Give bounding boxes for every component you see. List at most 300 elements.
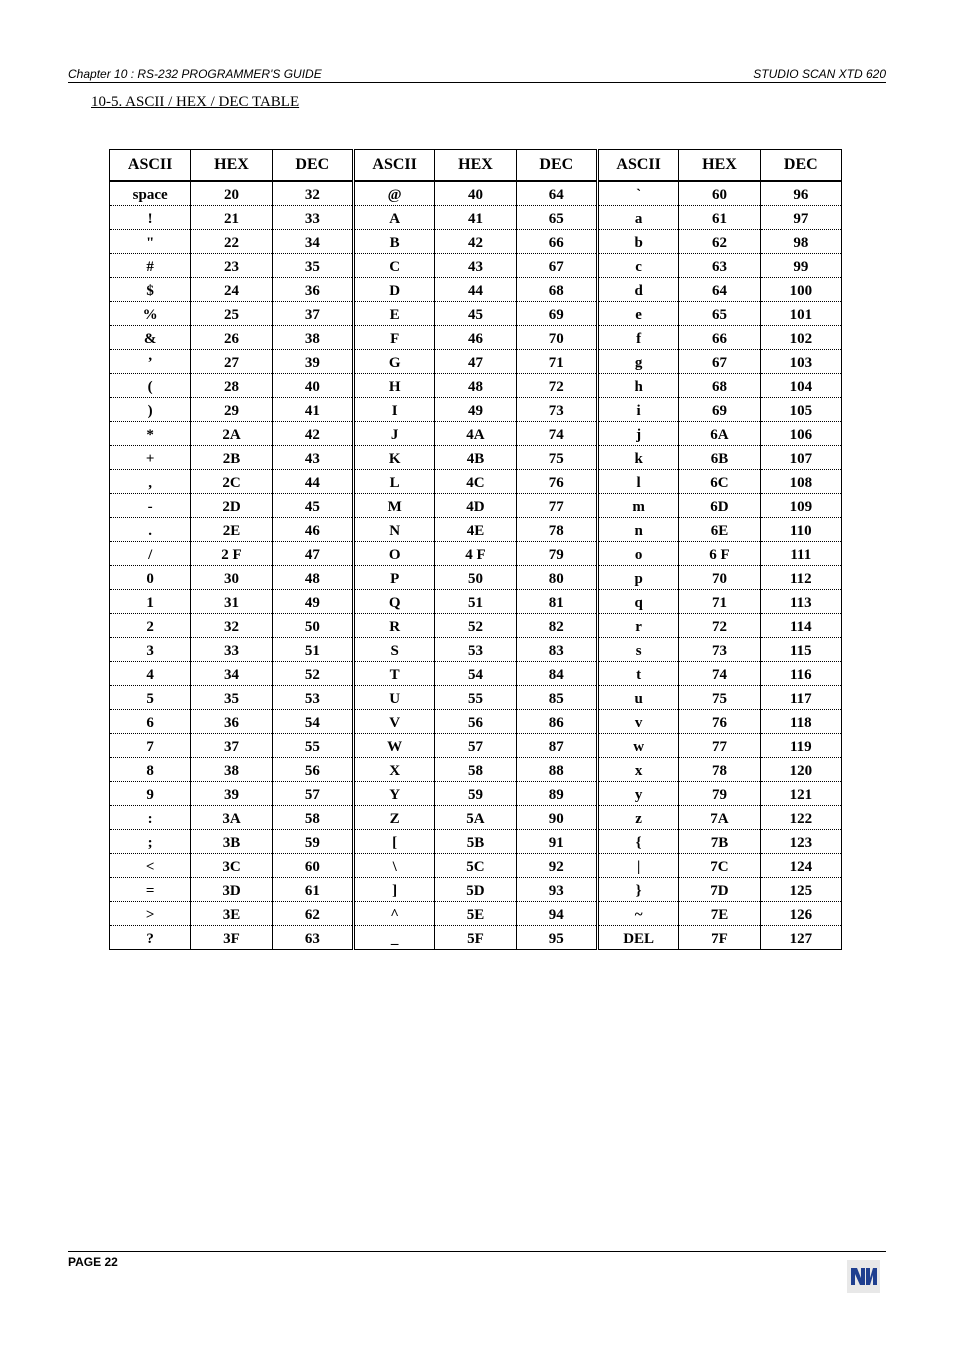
dec-cell: 34 <box>272 230 353 254</box>
hex-cell: 6C <box>679 470 760 494</box>
column-header-ascii: ASCII <box>110 150 191 182</box>
ascii-cell: > <box>110 902 191 926</box>
hex-cell: 61 <box>679 206 760 230</box>
hex-cell: 3E <box>191 902 272 926</box>
dec-cell: 86 <box>516 710 597 734</box>
hex-cell: 2 F <box>191 542 272 566</box>
hex-cell: 26 <box>191 326 272 350</box>
ascii-cell: B <box>353 230 434 254</box>
hex-cell: 5B <box>435 830 516 854</box>
hex-cell: 6E <box>679 518 760 542</box>
hex-cell: 35 <box>191 686 272 710</box>
hex-cell: 27 <box>191 350 272 374</box>
ascii-cell: 5 <box>110 686 191 710</box>
hex-cell: 6A <box>679 422 760 446</box>
ascii-cell: a <box>597 206 678 230</box>
hex-cell: 51 <box>435 590 516 614</box>
table-row <box>110 662 842 686</box>
table-row <box>110 422 842 446</box>
dec-cell: 48 <box>272 566 353 590</box>
hex-cell: 75 <box>679 686 760 710</box>
dec-cell: 114 <box>760 614 841 638</box>
dec-cell: 80 <box>516 566 597 590</box>
dec-cell: 119 <box>760 734 841 758</box>
dec-cell: 121 <box>760 782 841 806</box>
hex-cell: 67 <box>679 350 760 374</box>
hex-cell: 30 <box>191 566 272 590</box>
table-row <box>110 902 842 926</box>
ascii-cell: & <box>110 326 191 350</box>
table-row <box>110 830 842 854</box>
table-row <box>110 590 842 614</box>
ascii-cell: J <box>353 422 434 446</box>
hex-cell: 2C <box>191 470 272 494</box>
table-row <box>110 350 842 374</box>
dec-cell: 41 <box>272 398 353 422</box>
dec-cell: 67 <box>516 254 597 278</box>
table-row <box>110 494 842 518</box>
ascii-cell: L <box>353 470 434 494</box>
hex-cell: 62 <box>679 230 760 254</box>
ascii-cell: T <box>353 662 434 686</box>
dec-cell: 32 <box>272 181 353 206</box>
ascii-cell: + <box>110 446 191 470</box>
hex-cell: 69 <box>679 398 760 422</box>
ascii-cell: 1 <box>110 590 191 614</box>
hex-cell: 57 <box>435 734 516 758</box>
hex-cell: 77 <box>679 734 760 758</box>
ascii-cell: u <box>597 686 678 710</box>
ascii-cell: S <box>353 638 434 662</box>
ascii-cell: = <box>110 878 191 902</box>
dec-cell: 77 <box>516 494 597 518</box>
hex-cell: 41 <box>435 206 516 230</box>
hex-cell: 64 <box>679 278 760 302</box>
table-row <box>110 638 842 662</box>
ascii-cell: A <box>353 206 434 230</box>
dec-cell: 93 <box>516 878 597 902</box>
dec-cell: 57 <box>272 782 353 806</box>
table-row <box>110 614 842 638</box>
dec-cell: 65 <box>516 206 597 230</box>
dec-cell: 71 <box>516 350 597 374</box>
ascii-cell: t <box>597 662 678 686</box>
hex-cell: 78 <box>679 758 760 782</box>
dec-cell: 74 <box>516 422 597 446</box>
hex-cell: 65 <box>679 302 760 326</box>
dec-cell: 118 <box>760 710 841 734</box>
hex-cell: 4C <box>435 470 516 494</box>
hex-cell: 23 <box>191 254 272 278</box>
hex-cell: 40 <box>435 181 516 206</box>
ascii-cell: \ <box>353 854 434 878</box>
hex-cell: 33 <box>191 638 272 662</box>
table-row <box>110 254 842 278</box>
brand-logo-icon <box>847 1260 880 1293</box>
ascii-cell: N <box>353 518 434 542</box>
hex-cell: 3A <box>191 806 272 830</box>
ascii-cell: j <box>597 422 678 446</box>
ascii-cell: _ <box>353 926 434 950</box>
dec-cell: 43 <box>272 446 353 470</box>
ascii-cell: # <box>110 254 191 278</box>
ascii-cell: ~ <box>597 902 678 926</box>
hex-cell: 3F <box>191 926 272 950</box>
ascii-cell: V <box>353 710 434 734</box>
ascii-cell: $ <box>110 278 191 302</box>
hex-cell: 2A <box>191 422 272 446</box>
hex-cell: 53 <box>435 638 516 662</box>
hex-cell: 73 <box>679 638 760 662</box>
dec-cell: 127 <box>760 926 841 950</box>
ascii-cell: 7 <box>110 734 191 758</box>
dec-cell: 46 <box>272 518 353 542</box>
hex-cell: 6D <box>679 494 760 518</box>
ascii-cell: , <box>110 470 191 494</box>
dec-cell: 33 <box>272 206 353 230</box>
ascii-cell: d <box>597 278 678 302</box>
ascii-cell: 0 <box>110 566 191 590</box>
hex-cell: 4A <box>435 422 516 446</box>
dec-cell: 66 <box>516 230 597 254</box>
ascii-cell: Z <box>353 806 434 830</box>
hex-cell: 20 <box>191 181 272 206</box>
ascii-cell: R <box>353 614 434 638</box>
dec-cell: 95 <box>516 926 597 950</box>
ascii-cell: z <box>597 806 678 830</box>
ascii-cell: h <box>597 374 678 398</box>
page-footer <box>68 1251 886 1272</box>
hex-cell: 68 <box>679 374 760 398</box>
ascii-cell: ) <box>110 398 191 422</box>
ascii-cell: D <box>353 278 434 302</box>
column-header-dec: DEC <box>516 150 597 182</box>
ascii-cell: - <box>110 494 191 518</box>
column-header-dec: DEC <box>272 150 353 182</box>
dec-cell: 36 <box>272 278 353 302</box>
hex-cell: 46 <box>435 326 516 350</box>
ascii-cell: % <box>110 302 191 326</box>
ascii-cell: n <box>597 518 678 542</box>
dec-cell: 49 <box>272 590 353 614</box>
dec-cell: 60 <box>272 854 353 878</box>
ascii-cell: G <box>353 350 434 374</box>
ascii-cell: m <box>597 494 678 518</box>
dec-cell: 91 <box>516 830 597 854</box>
hex-cell: 34 <box>191 662 272 686</box>
dec-cell: 85 <box>516 686 597 710</box>
hex-cell: 55 <box>435 686 516 710</box>
table-row <box>110 542 842 566</box>
dec-cell: 113 <box>760 590 841 614</box>
hex-cell: 5D <box>435 878 516 902</box>
table-header-row <box>110 150 842 182</box>
hex-cell: 60 <box>679 181 760 206</box>
ascii-cell: w <box>597 734 678 758</box>
hex-cell: 37 <box>191 734 272 758</box>
ascii-cell: c <box>597 254 678 278</box>
hex-cell: 4E <box>435 518 516 542</box>
ascii-cell: M <box>353 494 434 518</box>
dec-cell: 99 <box>760 254 841 278</box>
hex-cell: 44 <box>435 278 516 302</box>
ascii-cell: g <box>597 350 678 374</box>
ascii-cell: f <box>597 326 678 350</box>
ascii-cell: x <box>597 758 678 782</box>
dec-cell: 110 <box>760 518 841 542</box>
dec-cell: 59 <box>272 830 353 854</box>
table-row <box>110 758 842 782</box>
hex-cell: 3C <box>191 854 272 878</box>
dec-cell: 56 <box>272 758 353 782</box>
dec-cell: 75 <box>516 446 597 470</box>
table-row <box>110 230 842 254</box>
table-row <box>110 374 842 398</box>
dec-cell: 61 <box>272 878 353 902</box>
ascii-cell: W <box>353 734 434 758</box>
ascii-cell: H <box>353 374 434 398</box>
dec-cell: 105 <box>760 398 841 422</box>
table-row <box>110 566 842 590</box>
dec-cell: 125 <box>760 878 841 902</box>
hex-cell: 70 <box>679 566 760 590</box>
dec-cell: 53 <box>272 686 353 710</box>
hex-cell: 74 <box>679 662 760 686</box>
dec-cell: 54 <box>272 710 353 734</box>
hex-cell: 39 <box>191 782 272 806</box>
table-row <box>110 734 842 758</box>
ascii-cell: E <box>353 302 434 326</box>
ascii-cell: } <box>597 878 678 902</box>
dec-cell: 73 <box>516 398 597 422</box>
ascii-cell: ’ <box>110 350 191 374</box>
dec-cell: 47 <box>272 542 353 566</box>
hex-cell: 49 <box>435 398 516 422</box>
table-row <box>110 181 842 206</box>
ascii-hex-dec-table <box>109 149 842 950</box>
ascii-cell: " <box>110 230 191 254</box>
hex-cell: 52 <box>435 614 516 638</box>
hex-cell: 59 <box>435 782 516 806</box>
hex-cell: 4 F <box>435 542 516 566</box>
dec-cell: 55 <box>272 734 353 758</box>
hex-cell: 32 <box>191 614 272 638</box>
hex-cell: 47 <box>435 350 516 374</box>
dec-cell: 116 <box>760 662 841 686</box>
table-row <box>110 878 842 902</box>
dec-cell: 68 <box>516 278 597 302</box>
dec-cell: 98 <box>760 230 841 254</box>
column-header-ascii: ASCII <box>597 150 678 182</box>
ascii-cell: Q <box>353 590 434 614</box>
column-header-dec: DEC <box>760 150 841 182</box>
hex-cell: 38 <box>191 758 272 782</box>
table-row <box>110 326 842 350</box>
ascii-cell: l <box>597 470 678 494</box>
ascii-cell: { <box>597 830 678 854</box>
hex-cell: 5E <box>435 902 516 926</box>
ascii-cell: ! <box>110 206 191 230</box>
section-title: 10-5. ASCII / HEX / DEC TABLE <box>91 94 300 110</box>
hex-cell: 54 <box>435 662 516 686</box>
ascii-cell: 4 <box>110 662 191 686</box>
hex-cell: 7A <box>679 806 760 830</box>
header-product: STUDIO SCAN XTD 620 <box>753 67 886 81</box>
hex-cell: 56 <box>435 710 516 734</box>
column-header-ascii: ASCII <box>353 150 434 182</box>
dec-cell: 40 <box>272 374 353 398</box>
hex-cell: 5C <box>435 854 516 878</box>
ascii-cell: F <box>353 326 434 350</box>
ascii-cell: b <box>597 230 678 254</box>
dec-cell: 104 <box>760 374 841 398</box>
table-row <box>110 446 842 470</box>
hex-cell: 6B <box>679 446 760 470</box>
dec-cell: 62 <box>272 902 353 926</box>
hex-cell: 7E <box>679 902 760 926</box>
hex-cell: 3B <box>191 830 272 854</box>
ascii-cell: ^ <box>353 902 434 926</box>
dec-cell: 35 <box>272 254 353 278</box>
ascii-cell: 6 <box>110 710 191 734</box>
hex-cell: 71 <box>679 590 760 614</box>
dec-cell: 88 <box>516 758 597 782</box>
ascii-cell: : <box>110 806 191 830</box>
ascii-cell: v <box>597 710 678 734</box>
hex-cell: 31 <box>191 590 272 614</box>
ascii-cell: C <box>353 254 434 278</box>
ascii-cell: y <box>597 782 678 806</box>
table-body <box>110 181 842 950</box>
ascii-cell: U <box>353 686 434 710</box>
ascii-cell: ] <box>353 878 434 902</box>
hex-cell: 28 <box>191 374 272 398</box>
table-row <box>110 926 842 950</box>
dec-cell: 37 <box>272 302 353 326</box>
dec-cell: 82 <box>516 614 597 638</box>
dec-cell: 50 <box>272 614 353 638</box>
hex-cell: 25 <box>191 302 272 326</box>
hex-cell: 76 <box>679 710 760 734</box>
ascii-cell: . <box>110 518 191 542</box>
ascii-cell: r <box>597 614 678 638</box>
ascii-cell: ` <box>597 181 678 206</box>
ascii-cell: @ <box>353 181 434 206</box>
dec-cell: 123 <box>760 830 841 854</box>
table-row <box>110 710 842 734</box>
hex-cell: 22 <box>191 230 272 254</box>
table-row <box>110 278 842 302</box>
ascii-cell: / <box>110 542 191 566</box>
hex-cell: 5F <box>435 926 516 950</box>
header-chapter: Chapter 10 : RS-232 PROGRAMMER'S GUIDE <box>68 67 322 81</box>
dec-cell: 120 <box>760 758 841 782</box>
dec-cell: 69 <box>516 302 597 326</box>
ascii-cell: 2 <box>110 614 191 638</box>
page-number: PAGE 22 <box>68 1255 118 1269</box>
table-row <box>110 206 842 230</box>
ascii-cell: 8 <box>110 758 191 782</box>
dec-cell: 45 <box>272 494 353 518</box>
dec-cell: 72 <box>516 374 597 398</box>
ascii-cell: X <box>353 758 434 782</box>
dec-cell: 63 <box>272 926 353 950</box>
ascii-cell: 9 <box>110 782 191 806</box>
ascii-cell: q <box>597 590 678 614</box>
ascii-cell: space <box>110 181 191 206</box>
hex-cell: 24 <box>191 278 272 302</box>
hex-cell: 45 <box>435 302 516 326</box>
table-header <box>110 150 842 182</box>
dec-cell: 115 <box>760 638 841 662</box>
dec-cell: 97 <box>760 206 841 230</box>
dec-cell: 103 <box>760 350 841 374</box>
hex-cell: 3D <box>191 878 272 902</box>
ascii-cell: s <box>597 638 678 662</box>
dec-cell: 111 <box>760 542 841 566</box>
hex-cell: 48 <box>435 374 516 398</box>
dec-cell: 94 <box>516 902 597 926</box>
dec-cell: 92 <box>516 854 597 878</box>
hex-cell: 2E <box>191 518 272 542</box>
hex-cell: 6 F <box>679 542 760 566</box>
ascii-cell: K <box>353 446 434 470</box>
dec-cell: 124 <box>760 854 841 878</box>
ascii-cell: ( <box>110 374 191 398</box>
ascii-cell: < <box>110 854 191 878</box>
dec-cell: 117 <box>760 686 841 710</box>
dec-cell: 58 <box>272 806 353 830</box>
ascii-cell: P <box>353 566 434 590</box>
dec-cell: 39 <box>272 350 353 374</box>
ascii-cell: 3 <box>110 638 191 662</box>
ascii-cell: I <box>353 398 434 422</box>
hex-cell: 2D <box>191 494 272 518</box>
dec-cell: 100 <box>760 278 841 302</box>
table-row <box>110 686 842 710</box>
ascii-cell: i <box>597 398 678 422</box>
hex-cell: 4B <box>435 446 516 470</box>
hex-cell: 7C <box>679 854 760 878</box>
hex-cell: 2B <box>191 446 272 470</box>
dec-cell: 42 <box>272 422 353 446</box>
dec-cell: 102 <box>760 326 841 350</box>
dec-cell: 76 <box>516 470 597 494</box>
ascii-cell: DEL <box>597 926 678 950</box>
ascii-cell: | <box>597 854 678 878</box>
dec-cell: 70 <box>516 326 597 350</box>
dec-cell: 112 <box>760 566 841 590</box>
ascii-cell: ? <box>110 926 191 950</box>
hex-cell: 58 <box>435 758 516 782</box>
ascii-cell: e <box>597 302 678 326</box>
ascii-cell: Y <box>353 782 434 806</box>
column-header-hex: HEX <box>679 150 760 182</box>
page-header <box>68 67 886 83</box>
hex-cell: 4D <box>435 494 516 518</box>
column-header-hex: HEX <box>435 150 516 182</box>
dec-cell: 87 <box>516 734 597 758</box>
hex-cell: 42 <box>435 230 516 254</box>
ascii-cell: ; <box>110 830 191 854</box>
table-row <box>110 470 842 494</box>
dec-cell: 52 <box>272 662 353 686</box>
table-row <box>110 302 842 326</box>
ascii-cell: [ <box>353 830 434 854</box>
dec-cell: 89 <box>516 782 597 806</box>
table-row <box>110 806 842 830</box>
dec-cell: 38 <box>272 326 353 350</box>
